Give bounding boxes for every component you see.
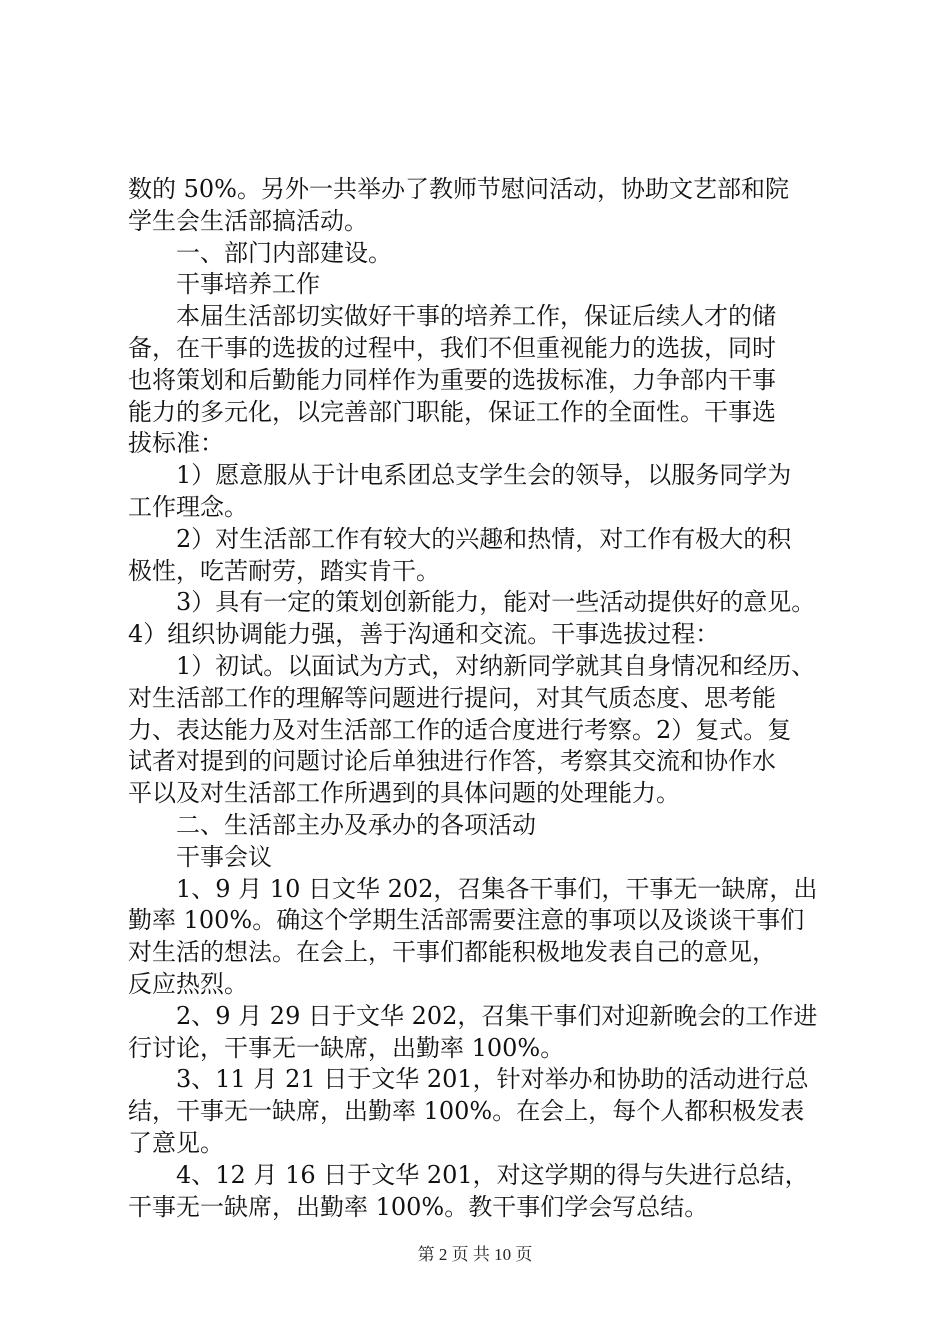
text-line: 2）对生活部工作有较大的兴趣和热情，对工作有极大的积 xyxy=(176,524,792,553)
text-line: 4）组织协调能力强，善于沟通和交流。干事选拔过程： xyxy=(128,620,720,649)
text-line: 1）初试。以面试为方式，对纳新同学就其自身情况和经历、 xyxy=(176,651,816,680)
text-line: 本届生活部切实做好干事的培养工作，保证后续人才的储 xyxy=(176,302,776,331)
text-line: 反应热烈。 xyxy=(128,969,248,998)
text-line: 1）愿意服从于计电系团总支学生会的领导，以服务同学为 xyxy=(176,461,792,490)
text-line: 一、部门内部建设。 xyxy=(176,238,392,267)
text-line: 极性，吃苦耐劳，踏实肯干。 xyxy=(128,556,440,585)
text-line: 了意见。 xyxy=(128,1128,224,1157)
text-line: 3、11 月 21 日于文华 201，针对举办和协助的活动进行总 xyxy=(176,1065,809,1094)
text-line: 对生活的想法。在会上，干事们都能积极地发表自己的意见， xyxy=(128,938,776,967)
text-line: 2、9 月 29 日于文华 202，召集干事们对迎新晚会的工作进 xyxy=(176,1001,818,1030)
text-line: 工作理念。 xyxy=(128,492,248,521)
text-line: 也将策划和后勤能力同样作为重要的选拔标准，力争部内干事 xyxy=(128,365,776,394)
text-line: 力、表达能力及对生活部工作的适合度进行考察。2）复式。复 xyxy=(128,715,792,744)
text-line: 拔标准： xyxy=(128,429,224,458)
text-line: 试者对提到的问题讨论后单独进行作答，考察其交流和协作水 xyxy=(128,747,776,776)
text-line: 干事无一缺席，出勤率 100%。教干事们学会写总结。 xyxy=(128,1192,709,1221)
text-line: 数的 50%。另外一共举办了教师节慰问活动，协助文艺部和院 xyxy=(128,175,789,203)
text-line: 干事培养工作 xyxy=(176,270,320,299)
text-line: 干事会议 xyxy=(176,842,272,871)
document-body xyxy=(128,174,828,1223)
text-line: 勤率 100%。确这个学期生活部需要注意的事项以及谈谈干事们 xyxy=(128,906,805,935)
text-line: 学生会生活部搞活动。 xyxy=(128,206,368,235)
text-line: 1、9 月 10 日文华 202，召集各干事们，干事无一缺席，出 xyxy=(176,874,818,903)
text-line: 结，干事无一缺席，出勤率 100%。在会上，每个人都积极发表 xyxy=(128,1097,805,1126)
text-line: 平以及对生活部工作所遇到的具体问题的处理能力。 xyxy=(128,779,680,808)
text-line: 3）具有一定的策划创新能力，能对一些活动提供好的意见。 xyxy=(176,588,816,617)
text-line: 备，在干事的选拔的过程中，我们不但重视能力的选拔，同时 xyxy=(128,333,776,362)
page-footer: 第 2 页 共 10 页 xyxy=(417,1245,533,1264)
text-line: 能力的多元化，以完善部门职能，保证工作的全面性。干事选 xyxy=(128,397,776,426)
text-line: 对生活部工作的理解等问题进行提问，对其气质态度、思考能 xyxy=(128,683,776,712)
text-line: 4、12 月 16 日于文华 201，对这学期的得与失进行总结， xyxy=(176,1160,809,1189)
text-line: 行讨论，干事无一缺席，出勤率 100%。 xyxy=(128,1033,565,1062)
text-line: 二、生活部主办及承办的各项活动 xyxy=(176,810,536,839)
